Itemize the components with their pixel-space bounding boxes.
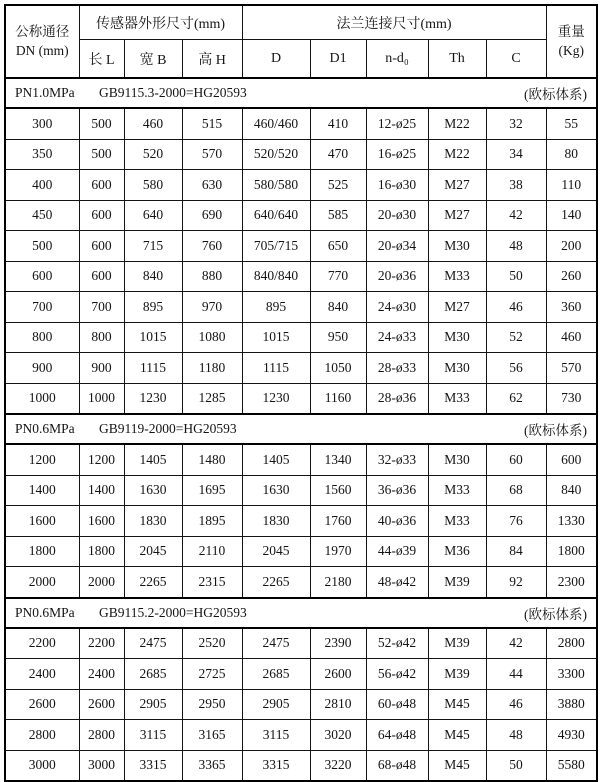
table-cell: 2475	[242, 628, 310, 659]
table-cell: 2685	[242, 659, 310, 690]
table-cell: 1230	[124, 383, 182, 414]
table-cell: 760	[182, 231, 242, 262]
table-cell: 48-ø42	[366, 567, 428, 598]
table-cell: 2000	[5, 567, 79, 598]
table-cell: 200	[546, 231, 597, 262]
table-cell: 1830	[124, 506, 182, 537]
table-cell: 12-ø25	[366, 108, 428, 139]
table-row	[5, 231, 597, 262]
table-cell: 950	[310, 322, 366, 353]
table-cell: 1830	[242, 506, 310, 537]
table-cell: 60	[486, 444, 546, 475]
table-row	[5, 139, 597, 170]
table-cell: 76	[486, 506, 546, 537]
header-weight-unit: (Kg)	[558, 42, 585, 58]
table-cell: 52	[486, 322, 546, 353]
table-cell: 20-ø34	[366, 231, 428, 262]
table-cell: 24-ø30	[366, 292, 428, 323]
table-cell: M33	[428, 506, 486, 537]
table-cell: M39	[428, 628, 486, 659]
table-cell: 1000	[79, 383, 124, 414]
table-cell: 3300	[546, 659, 597, 690]
table-row	[5, 353, 597, 384]
table-cell: 4930	[546, 720, 597, 751]
table-cell: 840	[310, 292, 366, 323]
table-cell: 900	[79, 353, 124, 384]
table-cell: 580	[124, 170, 182, 201]
table-row	[5, 261, 597, 292]
table-cell: 1230	[242, 383, 310, 414]
table-cell: 525	[310, 170, 366, 201]
table-cell: 2180	[310, 567, 366, 598]
table-cell: 2520	[182, 628, 242, 659]
table-cell: 770	[310, 261, 366, 292]
table-cell: 460	[124, 108, 182, 139]
table-cell: 2045	[242, 536, 310, 567]
column-header-6: n-d₀	[366, 40, 428, 79]
table-cell: 460	[546, 322, 597, 353]
table-cell: 260	[546, 261, 597, 292]
table-cell: M33	[428, 383, 486, 414]
table-cell: 50	[486, 750, 546, 781]
table-cell: 1000	[5, 383, 79, 414]
table-cell: 1800	[79, 536, 124, 567]
table-cell: 700	[79, 292, 124, 323]
table-cell: 1330	[546, 506, 597, 537]
table-cell: 2905	[124, 689, 182, 720]
table-cell: 650	[310, 231, 366, 262]
table-cell: 42	[486, 628, 546, 659]
table-cell: 44	[486, 659, 546, 690]
table-cell: 92	[486, 567, 546, 598]
table-cell: M27	[428, 200, 486, 231]
table-cell: 1400	[79, 475, 124, 506]
table-row	[5, 383, 597, 414]
table-row	[5, 750, 597, 781]
table-cell: 1560	[310, 475, 366, 506]
table-cell: 1600	[5, 506, 79, 537]
table-cell: 2600	[310, 659, 366, 690]
table-cell: 515	[182, 108, 242, 139]
table-row	[5, 108, 597, 139]
table-cell: 1970	[310, 536, 366, 567]
table-cell: 1480	[182, 444, 242, 475]
table-cell: 1630	[242, 475, 310, 506]
table-cell: 630	[182, 170, 242, 201]
table-cell: 140	[546, 200, 597, 231]
table-cell: 5580	[546, 750, 597, 781]
table-cell: 800	[79, 322, 124, 353]
standard-code: GB9115.3-2000=HG20593	[99, 85, 247, 100]
table-cell: 600	[79, 231, 124, 262]
table-cell: 2600	[5, 689, 79, 720]
table-cell: 500	[79, 139, 124, 170]
table-cell: 38	[486, 170, 546, 201]
table-cell: 470	[310, 139, 366, 170]
table-cell: 2000	[79, 567, 124, 598]
table-cell: 68-ø48	[366, 750, 428, 781]
table-cell: 36-ø36	[366, 475, 428, 506]
table-cell: 1800	[5, 536, 79, 567]
header-nominal-diameter-cn: 公称通径	[15, 24, 70, 40]
table-row	[5, 720, 597, 751]
table-cell: 46	[486, 689, 546, 720]
table-cell: 2200	[5, 628, 79, 659]
table-cell: 2810	[310, 689, 366, 720]
table-cell: M33	[428, 261, 486, 292]
table-cell: 3365	[182, 750, 242, 781]
table-cell: 600	[79, 170, 124, 201]
column-header-8: C	[486, 40, 546, 79]
table-cell: 110	[546, 170, 597, 201]
table-cell: 1405	[242, 444, 310, 475]
table-cell: 3115	[124, 720, 182, 751]
table-cell: 34	[486, 139, 546, 170]
table-cell: 300	[5, 108, 79, 139]
table-cell: M30	[428, 322, 486, 353]
table-cell: 2800	[5, 720, 79, 751]
table-cell: 400	[5, 170, 79, 201]
table-cell: 1630	[124, 475, 182, 506]
table-cell: 2110	[182, 536, 242, 567]
header-weight-cn: 重量	[557, 24, 585, 40]
table-cell: 520/520	[242, 139, 310, 170]
table-cell: 3220	[310, 750, 366, 781]
table-cell: 1015	[124, 322, 182, 353]
table-cell: 42	[486, 200, 546, 231]
table-cell: 1340	[310, 444, 366, 475]
standard-system-note: (欧标体系)	[524, 606, 588, 622]
table-cell: 28-ø33	[366, 353, 428, 384]
table-cell: 715	[124, 231, 182, 262]
table-cell: 1115	[124, 353, 182, 384]
table-row	[5, 567, 597, 598]
table-cell: 3315	[124, 750, 182, 781]
table-cell: 1015	[242, 322, 310, 353]
table-cell: 3880	[546, 689, 597, 720]
column-header-7: Th	[428, 40, 486, 79]
table-cell: 895	[124, 292, 182, 323]
table-cell: 2390	[310, 628, 366, 659]
table-cell: 520	[124, 139, 182, 170]
table-cell: 3000	[5, 750, 79, 781]
table-cell: M27	[428, 170, 486, 201]
table-cell: 28-ø36	[366, 383, 428, 414]
table-cell: 50	[486, 261, 546, 292]
table-cell: M22	[428, 108, 486, 139]
column-header-1: 长 L	[79, 40, 124, 79]
table-cell: 56-ø42	[366, 659, 428, 690]
table-cell: 840/840	[242, 261, 310, 292]
table-row	[5, 170, 597, 201]
table-cell: 1080	[182, 322, 242, 353]
section-header-cell	[5, 414, 597, 444]
table-cell: 40-ø36	[366, 506, 428, 537]
table-cell: 32-ø33	[366, 444, 428, 475]
table-cell: 2265	[242, 567, 310, 598]
table-cell: 68	[486, 475, 546, 506]
table-cell: 1400	[5, 475, 79, 506]
section-header-cell	[5, 78, 597, 108]
table-cell: 600	[79, 200, 124, 231]
table-cell: 80	[546, 139, 597, 170]
table-cell: 800	[5, 322, 79, 353]
table-row	[5, 444, 597, 475]
table-cell: 84	[486, 536, 546, 567]
table-cell: 64-ø48	[366, 720, 428, 751]
table-cell: 2800	[79, 720, 124, 751]
table-cell: 56	[486, 353, 546, 384]
table-cell: 2265	[124, 567, 182, 598]
table-cell: 500	[79, 108, 124, 139]
table-cell: 840	[546, 475, 597, 506]
table-cell: 1050	[310, 353, 366, 384]
table-cell: 1160	[310, 383, 366, 414]
table-cell: 2045	[124, 536, 182, 567]
header-weight	[546, 5, 597, 78]
table-cell: 895	[242, 292, 310, 323]
table-row	[5, 659, 597, 690]
table-cell: 2400	[79, 659, 124, 690]
header-nominal-diameter-unit: DN (mm)	[15, 42, 69, 58]
table-cell: 2200	[79, 628, 124, 659]
standard-code: GB9119-2000=HG20593	[99, 421, 237, 436]
table-cell: M30	[428, 231, 486, 262]
table-cell: M39	[428, 659, 486, 690]
table-cell: 52-ø42	[366, 628, 428, 659]
table-cell: 690	[182, 200, 242, 231]
table-cell: M33	[428, 475, 486, 506]
table-cell: 600	[5, 261, 79, 292]
table-cell: 3165	[182, 720, 242, 751]
table-cell: 3315	[242, 750, 310, 781]
standard-code: GB9115.2-2000=HG20593	[99, 604, 247, 620]
table-row	[5, 475, 597, 506]
table-row	[5, 200, 597, 231]
table-cell: M45	[428, 750, 486, 781]
table-cell: M22	[428, 139, 486, 170]
table-cell: 2300	[546, 567, 597, 598]
table-cell: 600	[546, 444, 597, 475]
table-cell: 500	[5, 231, 79, 262]
table-cell: 20-ø36	[366, 261, 428, 292]
table-row	[5, 292, 597, 323]
table-cell: 360	[546, 292, 597, 323]
table-cell: 2800	[546, 628, 597, 659]
table-row	[5, 536, 597, 567]
header-nominal-diameter	[5, 5, 79, 78]
table-cell: 460/460	[242, 108, 310, 139]
standard-system-note: (欧标体系)	[524, 87, 588, 102]
table-cell: 24-ø33	[366, 322, 428, 353]
table-cell: M30	[428, 444, 486, 475]
pressure-rating: PN0.6MPa	[15, 421, 75, 436]
section-header-row	[5, 598, 597, 628]
table-cell: 585	[310, 200, 366, 231]
table-cell: 450	[5, 200, 79, 231]
table-cell: 1200	[5, 444, 79, 475]
table-cell: 570	[182, 139, 242, 170]
table-cell: 44-ø39	[366, 536, 428, 567]
table-cell: 580/580	[242, 170, 310, 201]
table-cell: 1800	[546, 536, 597, 567]
table-cell: 730	[546, 383, 597, 414]
column-header-3: 高 H	[182, 40, 242, 79]
header-sensor-dimensions-group: 传感器外形尺寸(mm)	[79, 5, 242, 40]
table-cell: 2600	[79, 689, 124, 720]
table-cell: 2475	[124, 628, 182, 659]
pressure-rating: PN1.0MPa	[15, 85, 75, 100]
column-header-4: D	[242, 40, 310, 79]
table-cell: 46	[486, 292, 546, 323]
table-cell: 705/715	[242, 231, 310, 262]
table-cell: 48	[486, 720, 546, 751]
table-cell: 1180	[182, 353, 242, 384]
section-header-row	[5, 78, 597, 108]
table-cell: 570	[546, 353, 597, 384]
table-cell: 2725	[182, 659, 242, 690]
table-cell: 840	[124, 261, 182, 292]
column-header-2: 宽 B	[124, 40, 182, 79]
table-cell: 410	[310, 108, 366, 139]
table-cell: 2400	[5, 659, 79, 690]
pressure-rating: PN0.6MPa	[15, 604, 75, 620]
table-cell: M45	[428, 720, 486, 751]
table-cell: 60-ø48	[366, 689, 428, 720]
table-cell: 1760	[310, 506, 366, 537]
table-row	[5, 322, 597, 353]
table-cell: 2905	[242, 689, 310, 720]
table-cell: 3000	[79, 750, 124, 781]
table-cell: 700	[5, 292, 79, 323]
table-cell: 1285	[182, 383, 242, 414]
table-cell: M45	[428, 689, 486, 720]
table-cell: M30	[428, 353, 486, 384]
table-row	[5, 628, 597, 659]
table-cell: M39	[428, 567, 486, 598]
table-cell: 880	[182, 261, 242, 292]
table-cell: M27	[428, 292, 486, 323]
table-cell: 32	[486, 108, 546, 139]
spec-table	[4, 4, 598, 782]
table-row	[5, 506, 597, 537]
table-cell: M36	[428, 536, 486, 567]
header-flange-connection-group: 法兰连接尺寸(mm)	[242, 5, 546, 40]
section-header-cell	[5, 598, 597, 628]
table-cell: 350	[5, 139, 79, 170]
table-cell: 55	[546, 108, 597, 139]
section-header-row	[5, 414, 597, 444]
table-cell: 2315	[182, 567, 242, 598]
table-cell: 48	[486, 231, 546, 262]
table-cell: 16-ø30	[366, 170, 428, 201]
table-cell: 1600	[79, 506, 124, 537]
table-cell: 16-ø25	[366, 139, 428, 170]
table-cell: 1895	[182, 506, 242, 537]
table-cell: 1200	[79, 444, 124, 475]
standard-system-note: (欧标体系)	[524, 423, 588, 438]
table-cell: 600	[79, 261, 124, 292]
table-cell: 2950	[182, 689, 242, 720]
table-cell: 970	[182, 292, 242, 323]
table-cell: 1405	[124, 444, 182, 475]
table-cell: 900	[5, 353, 79, 384]
column-header-5: D1	[310, 40, 366, 79]
table-cell: 2685	[124, 659, 182, 690]
table-cell: 640	[124, 200, 182, 231]
table-cell: 640/640	[242, 200, 310, 231]
table-cell: 3115	[242, 720, 310, 751]
table-cell: 1695	[182, 475, 242, 506]
table-row	[5, 689, 597, 720]
table-cell: 20-ø30	[366, 200, 428, 231]
table-cell: 62	[486, 383, 546, 414]
table-cell: 3020	[310, 720, 366, 751]
table-cell: 1115	[242, 353, 310, 384]
